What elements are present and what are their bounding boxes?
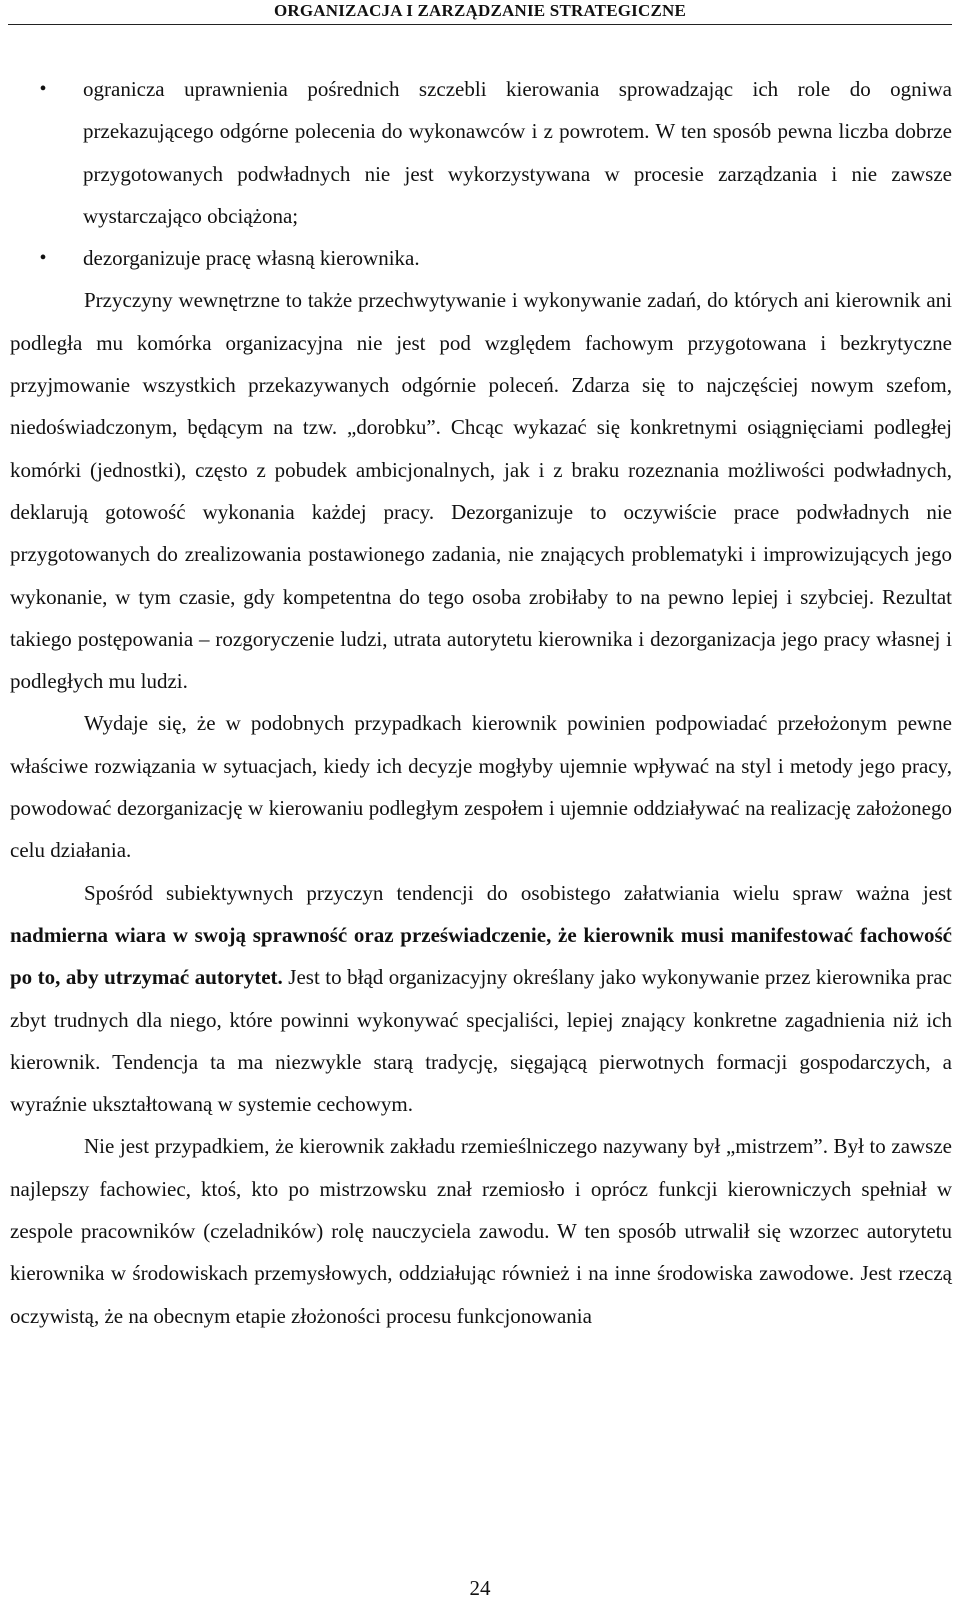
bullet-item-1 [10, 68, 952, 237]
running-header [0, 0, 960, 26]
bullet-item-2 [10, 237, 952, 279]
page-number: 24 [469, 1576, 491, 1600]
header-title: ORGANIZACJA I ZARZĄDZANIE STRATEGICZNE [273, 1, 687, 20]
bullet-icon: • [39, 78, 47, 100]
emphasized-statement: nadmierna wiara w swoją sprawność oraz przeświadczenie, że kierownik musi manifestować fachowość po to, aby utrzymać autorytet. [10, 922, 952, 990]
page-body [10, 68, 952, 1337]
paragraph-master-craftsman: Nie jest przypadkiem, że kierownik zakładu rzemieślniczego nazywany był „mistrzem”. Był to zawsze najlepszy fachowiec, ktoś, kto po mistrzowsku znał rzemiosło i oprócz funkcji kierowniczych spełniał w zespole pracowników (czeladników) rolę nauczyciela zawodu. W ten sposób utrwalił się wzorzec autorytetu kierownika w środowiskach przemysłowych, oddziałując również i na inne środowiska zawodowe. Jest rzeczą oczywistą, że na obecnym etapie złożoności procesu funkcjonowania [10, 1134, 952, 1328]
paragraph-subjective-causes [10, 872, 952, 1126]
paragraph-recommendation: Wydaje się, że w podobnych przypadkach kierownik powinien podpowiadać przełożonym pewne właściwe rozwiązania w sytuacjach, kiedy ich decyzje mogłyby ujemnie wpływać na styl i metody jego pracy, powodować dezorganizację w kierowaniu podległym zespołem i ujemnie oddziaływać na realizację założonego celu działania. [10, 711, 952, 863]
header-divider [8, 24, 952, 25]
page-footer [0, 1576, 960, 1600]
bullet-list [10, 68, 952, 279]
bullet-text: dezorganizuje pracę własną kierownika. [83, 246, 420, 271]
bullet-text: ogranicza uprawnienia pośrednich szczebli kierowania sprowadzając ich role do ogniwa przekazującego odgórne polecenia do wykonawców i z powrotem. W ten sposób pewna liczba dobrze przygotowanych podwładnych nie jest wykorzystywana w procesie zarządzania i nie zawsze wystarczająco obciążona; [83, 77, 952, 228]
paragraph-text-end: Jest to błąd organizacyjny określany jako wykonywanie przez kierownika prac zbyt trudnych dla niego, które powinni wykonywać specjaliści, lepiej znający konkretne zagadnienia niż ich kierownik. Tendencja ta ma niezwykle starą tradycję, sięgającą pierwotnych formacji gospodarczych, a wyraźnie ukształtowaną w systemie cechowym. [10, 965, 952, 1117]
bullet-icon: • [39, 247, 47, 270]
paragraph-text-start: Spośród subiektywnych przyczyn tendencji do osobistego załatwiania wielu spraw ważna jest [84, 880, 952, 905]
paragraph-internal-causes: Przyczyny wewnętrzne to także przechwytywanie i wykonywanie zadań, do których ani kierownik ani podległa mu komórka organizacyjna nie jest pod względem fachowym przygotowana i bezkrytyczne przyjmowanie wszystkich przekazywanych odgórnie poleceń. Zdarza się to najczęściej nowym szefom, niedoświadczonym, będącym na tzw. „dorobku”. Chcąc wykazać się konkretnymi osiągnięciami podległej komórki (jednostki), często z pobudek ambicjonalnych, jak i z braku rozeznania możliwości podwładnych, deklarują gotowość wykonania każdej pracy. Dezorganizuje to oczywiście prace podwładnych nie przygotowanych do zrealizowania postawionego zadania, nie znających problematyki i improwizujących jego wykonanie, w tym czasie, gdy kompetentna do tego osoba zrobiłaby to na pewno lepiej i szybciej. Rezultat takiego postępowania – rozgoryczenie ludzi, utrata autorytetu kierownika i dezorganizacja jego pracy własnej i podległych mu ludzi. [10, 288, 952, 694]
